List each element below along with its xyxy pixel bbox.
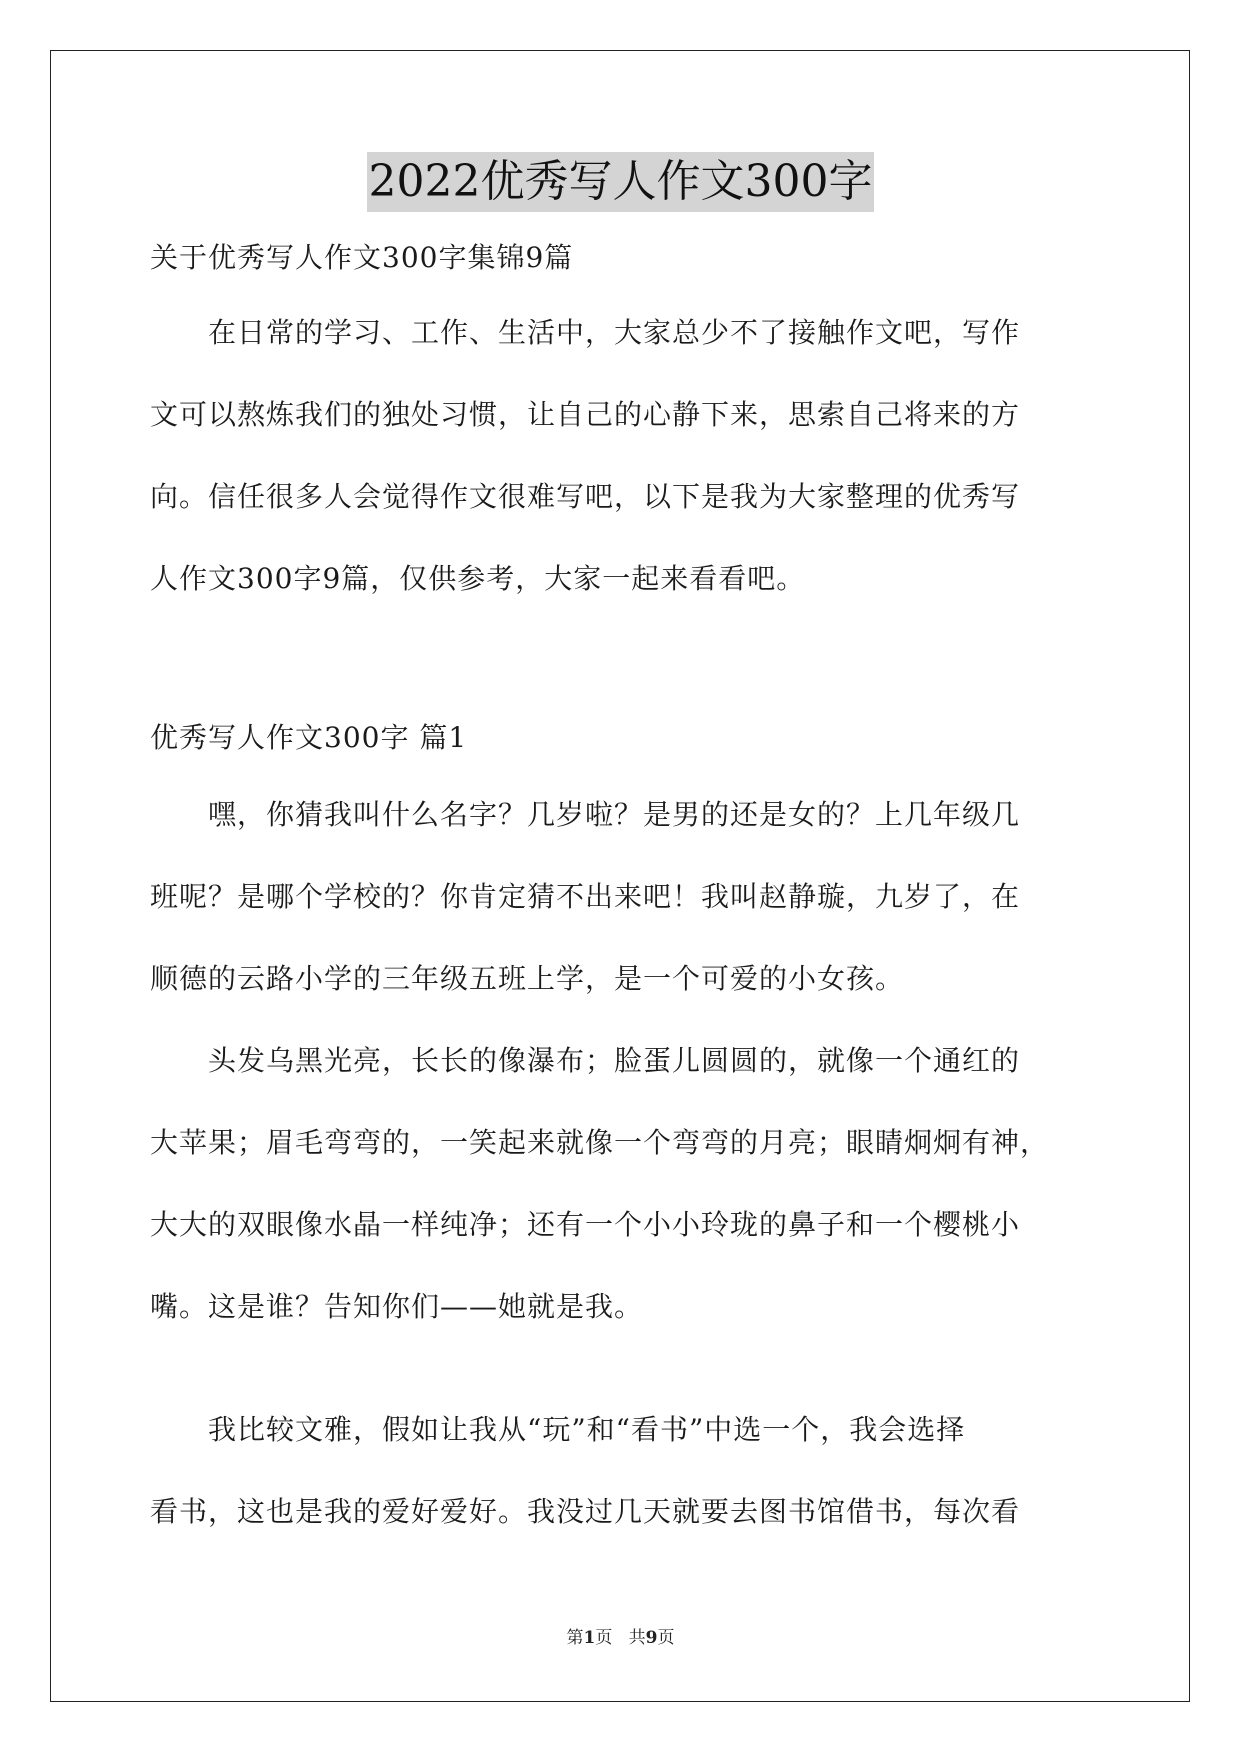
- subtitle-block: [150, 238, 1100, 278]
- paragraph-3: [150, 1410, 1100, 1532]
- text-line: 大苹果；眉毛弯弯的，一笑起来就像一个弯弯的月亮；眼睛炯炯有神，: [150, 1126, 1050, 1159]
- document-subtitle: 关于优秀写人作文300字集锦9篇: [150, 241, 574, 274]
- text-line: 头发乌黑光亮，长长的像瀑布；脸蛋儿圆圆的，就像一个通红的: [150, 1044, 1021, 1077]
- section-heading-block: [150, 718, 1100, 758]
- intro-paragraph: [150, 313, 1100, 599]
- total-unit: 页: [657, 1628, 675, 1648]
- page-total: 9: [645, 1628, 658, 1648]
- page-current: 1: [583, 1628, 596, 1648]
- text-line: 在日常的学习、工作、生活中，大家总少不了接触作文吧，写作: [150, 316, 1021, 349]
- text-line: 嘴。这是谁？告知你们——她就是我。: [150, 1290, 644, 1323]
- document-title: 2022优秀写人作文300字: [367, 152, 875, 212]
- page-prefix: 第: [566, 1628, 584, 1648]
- text-line: 顺德的云路小学的三年级五班上学，是一个可爱的小女孩。: [150, 962, 905, 995]
- text-line: 文可以熬炼我们的独处习惯，让自己的心静下来，思索自己将来的方: [150, 398, 1021, 431]
- text-line: 人作文300字9篇，仅供参考，大家一起来看看吧。: [150, 562, 806, 595]
- text-line: 班呢？是哪个学校的？你肯定猜不出来吧！我叫赵静璇，九岁了，在: [150, 880, 1021, 913]
- paragraph-1: [150, 795, 1100, 999]
- page-footer: [0, 1626, 1241, 1650]
- text-line: 向。信任很多人会觉得作文很难写吧，以下是我为大家整理的优秀写: [150, 480, 1021, 513]
- text-line: 大大的双眼像水晶一样纯净；还有一个小小玲珑的鼻子和一个樱桃小: [150, 1208, 1021, 1241]
- title-container: [0, 152, 1241, 212]
- text-line: 我比较文雅，假如让我从“玩”和“看书”中选一个，我会选择: [150, 1413, 966, 1446]
- page-unit: 页: [595, 1628, 613, 1648]
- paragraph-2: [150, 1041, 1100, 1327]
- text-line: 看书，这也是我的爱好爱好。我没过几天就要去图书馆借书，每次看: [150, 1495, 1021, 1528]
- total-prefix: 共: [628, 1628, 646, 1648]
- text-line: 嘿，你猜我叫什么名字？几岁啦？是男的还是女的？上几年级几: [150, 798, 1021, 831]
- section-heading: 优秀写人作文300字 篇1: [150, 721, 468, 754]
